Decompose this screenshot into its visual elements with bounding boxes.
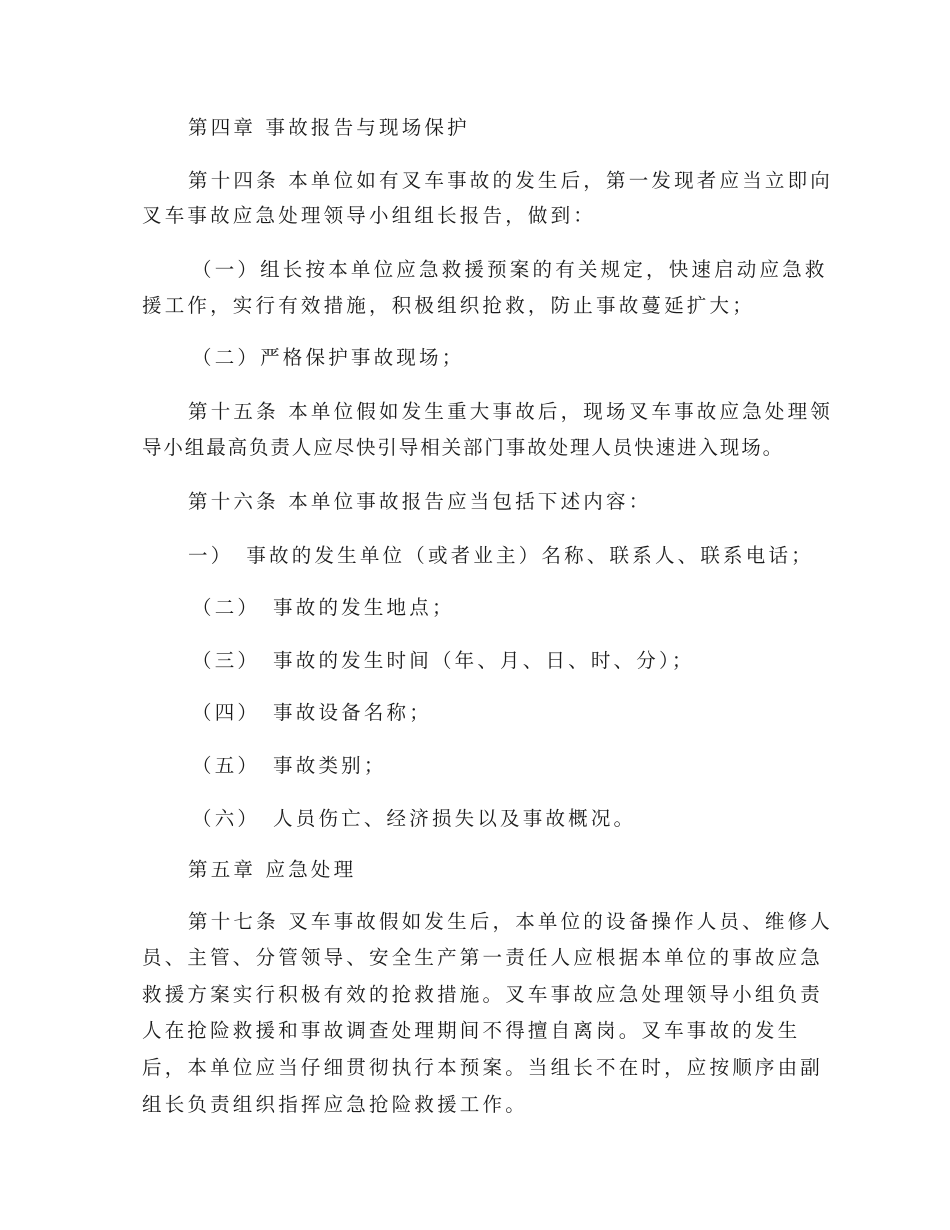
article-14-line-1: 第十四条 本单位如有叉车事故的发生后，第一发现者应当立即向 bbox=[188, 169, 833, 192]
article-15-line-2: 导小组最高负责人应尽快引导相关部门事故处理人员快速进入现场。 bbox=[142, 436, 785, 459]
item-1-line-2: 援工作，实行有效措施，积极组织抢救，防止事故蔓延扩大； bbox=[142, 294, 755, 317]
report-item-1: 一） 事故的发生单位（或者业主）名称、联系人、联系电话； bbox=[188, 544, 814, 567]
article-15-line-1: 第十五条 本单位假如发生重大事故后，现场叉车事故应急处理领 bbox=[188, 400, 833, 423]
article-17-line-1: 第十七条 叉车事故假如发生后，本单位的设备操作人员、维修人 bbox=[188, 910, 833, 933]
report-item-6: （六） 人员伤亡、经济损失以及事故概况。 bbox=[192, 807, 637, 830]
chapter-5-heading: 第五章 应急处理 bbox=[188, 858, 357, 881]
report-item-4: （四） 事故设备名称； bbox=[192, 701, 432, 724]
article-17-line-4: 人在抢险救援和事故调查处理期间不得擅自离岗。叉车事故的发生 bbox=[142, 1019, 801, 1042]
article-14-line-2: 叉车事故应急处理领导小组组长报告，做到： bbox=[142, 204, 597, 227]
report-item-5: （五） 事故类别； bbox=[192, 754, 387, 777]
report-item-3: （三） 事故的发生时间（年、月、日、时、分）； bbox=[192, 649, 695, 672]
article-17-line-3: 救援方案实行积极有效的抢救措施。叉车事故应急处理领导小组负责 bbox=[142, 983, 824, 1006]
report-item-2: （二） 事故的发生地点； bbox=[192, 596, 455, 619]
item-1-line-1: （一）组长按本单位应急救援预案的有关规定，快速启动应急救 bbox=[192, 258, 828, 281]
article-16: 第十六条 本单位事故报告应当包括下述内容： bbox=[188, 490, 652, 513]
article-17-line-5: 后，本单位应当仔细贯彻执行本预案。当组长不在时，应按顺序由副 bbox=[142, 1056, 824, 1079]
article-17-line-6: 组长负责组织指挥应急抢险救援工作。 bbox=[142, 1093, 528, 1116]
item-2: （二）严格保护事故现场； bbox=[192, 346, 465, 369]
article-17-line-2: 员、主管、分管领导、安全生产第一责任人应根据本单位的事故应急 bbox=[142, 946, 824, 969]
chapter-4-heading: 第四章 事故报告与现场保护 bbox=[188, 116, 470, 139]
